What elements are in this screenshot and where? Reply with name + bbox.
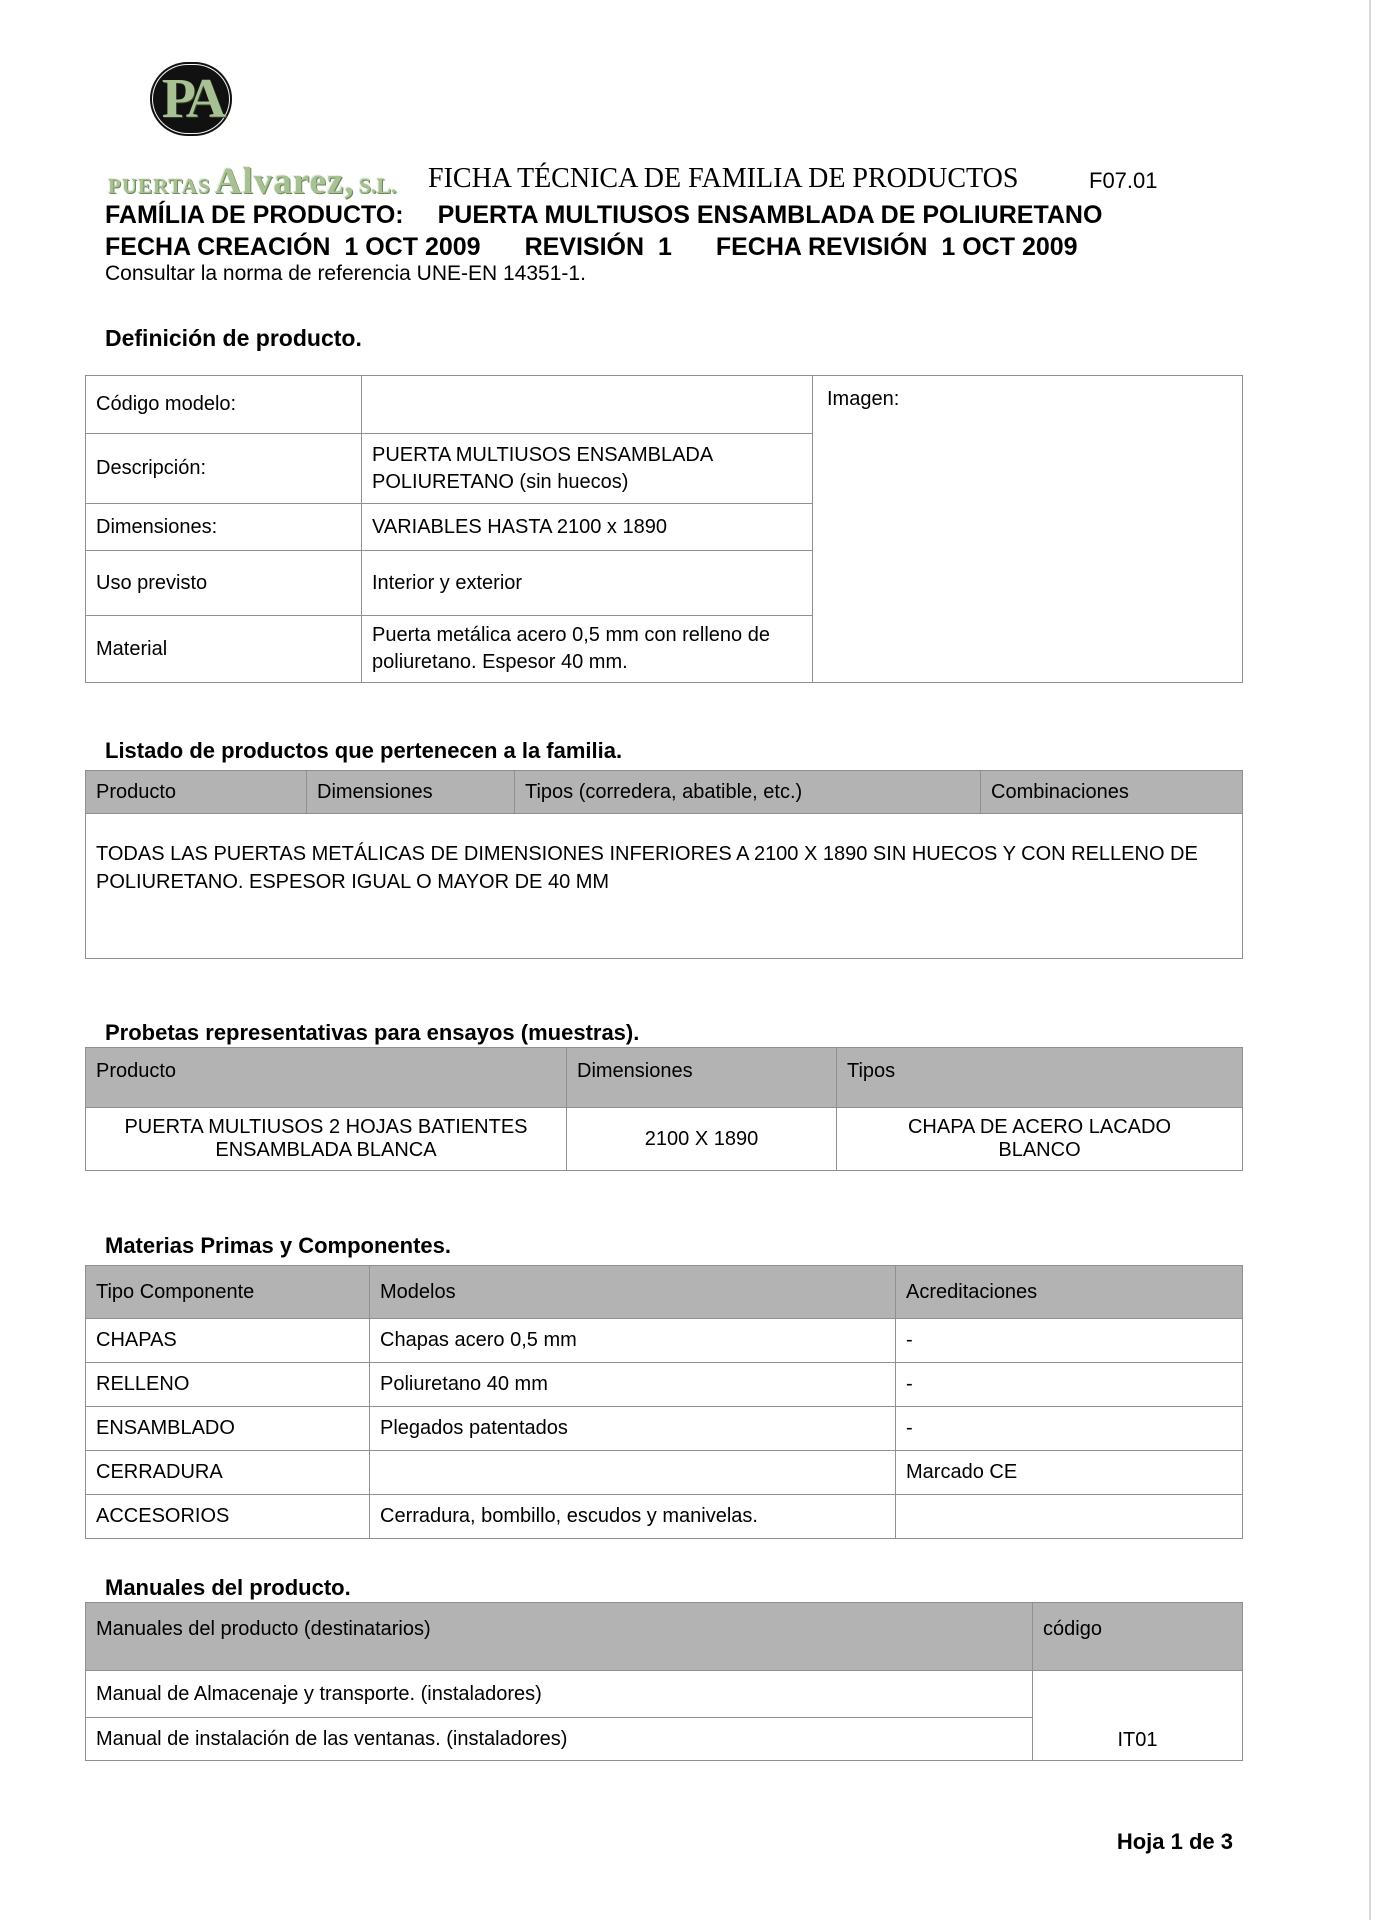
table-row	[86, 1495, 1243, 1539]
column-header: Producto	[86, 771, 307, 814]
fecha-creacion-label: FECHA CREACIÓN	[105, 233, 331, 261]
column-header: Tipos	[837, 1048, 1243, 1108]
imagen-cell: Imagen:	[813, 376, 1243, 683]
page-indicator: Hoja 1 de 3	[1116, 1829, 1233, 1854]
revision-line	[105, 233, 1078, 261]
probeta-tipos: CHAPA DE ACERO LACADO BLANCO	[837, 1108, 1243, 1171]
field-label: Material	[86, 616, 362, 683]
componente-modelos: Chapas acero 0,5 mm	[370, 1319, 896, 1363]
column-header: código	[1033, 1603, 1243, 1671]
column-header: Dimensiones	[567, 1048, 837, 1108]
family-line	[105, 201, 1102, 229]
section-heading-probetas: Probetas representativas para ensayos (muestras).	[105, 1020, 640, 1045]
componente-tipo: CHAPAS	[86, 1319, 370, 1363]
table-header-row	[86, 1048, 1243, 1108]
company-logo-icon	[150, 62, 232, 136]
field-value: VARIABLES HASTA 2100 x 1890	[362, 504, 813, 551]
field-value: PUERTA MULTIUSOS ENSAMBLADA POLIURETANO (sin huecos)	[362, 434, 813, 504]
probeta-dimensiones: 2100 X 1890	[567, 1108, 837, 1171]
column-header: Acreditaciones	[896, 1266, 1243, 1319]
family-label: FAMÍLIA DE PRODUCTO:	[105, 201, 404, 229]
column-header: Dimensiones	[307, 771, 515, 814]
document-code: F07.01	[1089, 168, 1158, 193]
column-header: Tipo Componente	[86, 1266, 370, 1319]
componente-acreditaciones: -	[896, 1363, 1243, 1407]
listado-table	[85, 770, 1243, 959]
field-label: Uso previsto	[86, 551, 362, 616]
column-header: Modelos	[370, 1266, 896, 1319]
componente-modelos: Plegados patentados	[370, 1407, 896, 1451]
section-heading-listado: Listado de productos que pertenecen a la familia.	[105, 738, 623, 763]
componente-acreditaciones: Marcado CE	[896, 1451, 1243, 1495]
field-value: Puerta metálica acero 0,5 mm con relleno de poliuretano. Espesor 40 mm.	[362, 616, 813, 683]
column-header: Tipos (corredera, abatible, etc.)	[515, 771, 981, 814]
section-heading-manuales: Manuales del producto.	[105, 1575, 351, 1600]
probetas-table	[85, 1047, 1243, 1171]
fecha-revision-label: FECHA REVISIÓN	[715, 233, 928, 261]
column-header: Combinaciones	[981, 771, 1243, 814]
section-heading-materias: Materias Primas y Componentes.	[105, 1233, 452, 1258]
componente-acreditaciones: -	[896, 1319, 1243, 1363]
revision-value: 1	[657, 233, 672, 261]
materias-table	[85, 1265, 1243, 1539]
table-row	[86, 1451, 1243, 1495]
manuales-table	[85, 1602, 1243, 1761]
company-name-suffix: S.L.	[358, 173, 397, 198]
componente-acreditaciones: -	[896, 1407, 1243, 1451]
company-logo-initials: PA	[161, 68, 221, 130]
table-row	[86, 814, 1243, 959]
field-value	[362, 376, 813, 434]
fecha-revision-value: 1 OCT 2009	[941, 233, 1078, 261]
table-row	[86, 376, 1243, 434]
manual-item: Manual de Almacenaje y transporte. (instaladores)	[86, 1671, 1033, 1718]
company-name-prefix: PUERTAS	[108, 174, 211, 198]
field-value: Interior y exterior	[362, 551, 813, 616]
document-title: FICHA TÉCNICA DE FAMILIA DE PRODUCTOS	[428, 163, 1019, 194]
column-header: Manuales del producto (destinatarios)	[86, 1603, 1033, 1671]
table-row	[86, 1108, 1243, 1171]
componente-modelos	[370, 1451, 896, 1495]
probeta-producto: PUERTA MULTIUSOS 2 HOJAS BATIENTES ENSAMBLADA BLANCA	[86, 1108, 567, 1171]
definicion-table	[85, 375, 1243, 683]
field-label: Descripción:	[86, 434, 362, 504]
norma-reference: Consultar la norma de referencia UNE-EN 14351-1.	[105, 262, 586, 285]
family-value: PUERTA MULTIUSOS ENSAMBLADA DE POLIURETANO	[437, 201, 1103, 229]
page-right-edge	[1369, 0, 1371, 1920]
table-row	[86, 1407, 1243, 1451]
manual-item: Manual de instalación de las ventanas. (instaladores)	[86, 1718, 1033, 1761]
section-heading-definicion: Definición de producto.	[105, 325, 362, 351]
componente-modelos: Cerradura, bombillo, escudos y manivelas.	[370, 1495, 896, 1539]
componente-tipo: ACCESORIOS	[86, 1495, 370, 1539]
componente-tipo: RELLENO	[86, 1363, 370, 1407]
componente-modelos: Poliuretano 40 mm	[370, 1363, 896, 1407]
fecha-creacion-value: 1 OCT 2009	[344, 233, 481, 261]
table-row	[86, 1363, 1243, 1407]
componente-tipo: CERRADURA	[86, 1451, 370, 1495]
table-header-row	[86, 771, 1243, 814]
field-label: Dimensiones:	[86, 504, 362, 551]
componente-tipo: ENSAMBLADO	[86, 1407, 370, 1451]
manual-codigo: IT01	[1033, 1671, 1243, 1761]
company-name-main: Alvarez,	[214, 161, 355, 202]
field-label: Código modelo:	[86, 376, 362, 434]
table-row	[86, 1319, 1243, 1363]
table-row	[86, 1671, 1243, 1718]
revision-label: REVISIÓN	[524, 233, 645, 261]
table-header-row	[86, 1266, 1243, 1319]
listado-body-text: TODAS LAS PUERTAS METÁLICAS DE DIMENSIONES INFERIORES A 2100 X 1890 SIN HUECOS Y CON RELLENO DE POLIURETANO. ESPESOR IGUAL O MAYOR DE 40 MM	[86, 814, 1243, 959]
table-header-row	[86, 1603, 1243, 1671]
column-header: Producto	[86, 1048, 567, 1108]
componente-acreditaciones	[896, 1495, 1243, 1539]
